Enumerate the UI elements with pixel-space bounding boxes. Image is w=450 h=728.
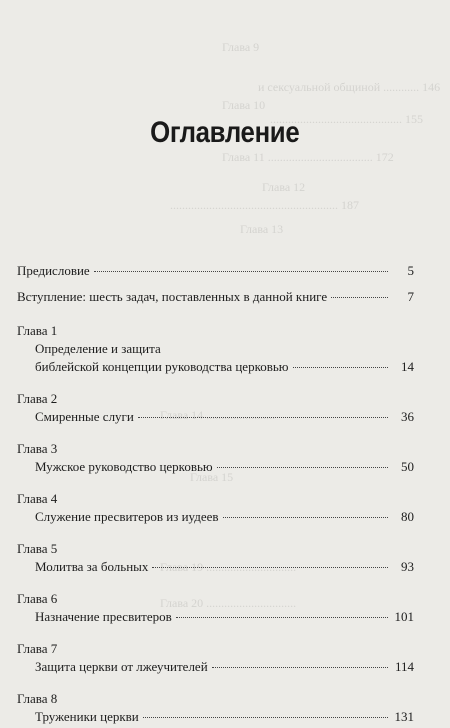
chapter-heading: Глава 4 [17, 491, 58, 506]
toc-entry-chapter-2[interactable] [17, 409, 414, 428]
bleed-through-text: ............................................ 155 [270, 112, 423, 126]
toc-entry-label: Служение пресвитеров из иудеев [35, 509, 219, 524]
toc-entry-label: Смиренные слуги [35, 409, 134, 424]
bleed-through-text: Глава 12 [262, 180, 306, 194]
toc-entry-chapter-7[interactable] [17, 659, 414, 678]
dot-leader [293, 367, 389, 368]
dot-leader [217, 467, 388, 468]
bleed-through-text: и сексуальной общиной ............ 146 [258, 80, 441, 94]
toc-page-number: 114 [394, 659, 414, 674]
toc-entry-label: Вступление: шесть задач, поставленных в данной книге [17, 289, 328, 304]
dot-leader [212, 667, 388, 668]
chapter-heading: Глава 7 [17, 641, 58, 656]
toc-entry-chapter-6[interactable] [17, 609, 414, 628]
toc-page-number: 36 [401, 409, 414, 424]
bleed-through-text: ........................................................ 187 [170, 198, 359, 212]
toc-page-number: 14 [401, 359, 414, 374]
toc-page-number: 93 [401, 559, 414, 574]
toc-entry-chapter-8[interactable] [17, 709, 414, 728]
dot-leader [143, 717, 388, 718]
toc-entry-label: Назначение пресвитеров [35, 609, 172, 624]
chapter-heading: Глава 1 [17, 323, 58, 338]
toc-entry-chapter-5[interactable] [17, 559, 414, 578]
chapter-heading: Глава 8 [17, 691, 58, 706]
toc-entry-chapter-1[interactable] [17, 359, 414, 378]
bleed-through-text: Глава 14 ....................... [160, 408, 276, 422]
chapter-heading: Глава 6 [17, 591, 58, 606]
dot-leader [152, 567, 388, 568]
toc-entry-label: Предисловие [17, 263, 90, 278]
chapter-heading: Глава 5 [17, 541, 58, 556]
table-of-contents [17, 263, 414, 728]
toc-page-number: 80 [401, 509, 414, 524]
toc-entry-label: Мужское руководство церковью [35, 459, 213, 474]
page-title: Оглавление [150, 116, 300, 149]
toc-page-number: 7 [407, 289, 414, 304]
toc-page-number: 50 [401, 459, 414, 474]
dot-leader [94, 271, 388, 272]
toc-entry-chapter-4[interactable] [17, 509, 414, 528]
bleed-through-text: Глава 15 [190, 470, 234, 484]
bleed-through-text: Глава 19 .............................. [160, 560, 297, 574]
toc-entry-label: Защита церкви от лжеучителей [35, 659, 208, 674]
toc-entry-label: библейской концепции руководства церковью [35, 359, 289, 374]
toc-page-number: 5 [407, 263, 414, 278]
chapter-heading: Глава 2 [17, 391, 58, 406]
dot-leader [176, 617, 388, 618]
dot-leader [138, 417, 388, 418]
toc-page-number: 131 [394, 709, 414, 724]
toc-entry-chapter-3[interactable] [17, 459, 414, 478]
dot-leader [331, 297, 388, 298]
bleed-through-text: Глава 9 [222, 40, 260, 54]
toc-entry-label: Молитва за больных [35, 559, 149, 574]
toc-entry-introduction[interactable] [17, 289, 414, 308]
toc-entry-label: Труженики церкви [35, 709, 139, 724]
toc-page-number: 101 [394, 609, 414, 624]
bleed-through-text: Глава 11 ................................... 172 [222, 150, 394, 164]
toc-entry-preface[interactable] [17, 263, 414, 282]
bleed-through-text: Глава 20 .............................. [160, 596, 297, 610]
chapter-heading: Глава 3 [17, 441, 58, 456]
dot-leader [223, 517, 388, 518]
bleed-through-text: Глава 13 [240, 222, 284, 236]
toc-entry-chapter-1-line: Определение и защита [35, 341, 161, 356]
bleed-through-text: Глава 10 [222, 98, 266, 112]
